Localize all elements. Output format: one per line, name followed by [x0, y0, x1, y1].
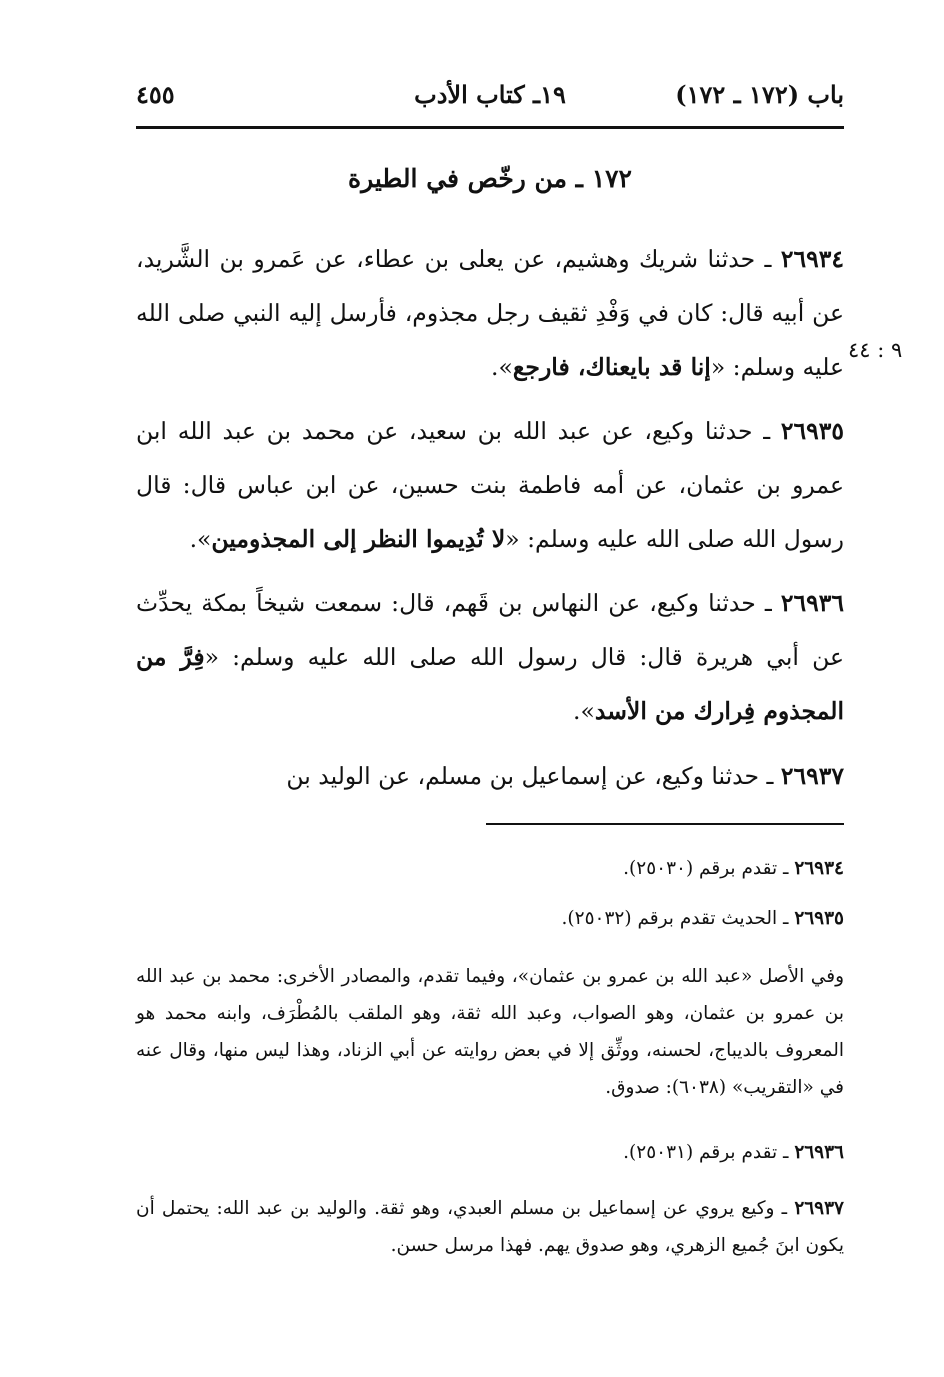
- header-rule: [136, 126, 844, 129]
- footnote-text: ـ تقدم برقم (٢٥٠٣٠).: [623, 858, 795, 879]
- hadith-26935: [136, 404, 844, 566]
- hadith-quote: فِرَّ من المجذوم فِرارك من الأسد: [136, 643, 844, 725]
- footnote-26936: [136, 1134, 844, 1171]
- footnote-26934: [136, 850, 844, 887]
- hadith-text: ـ حدثنا وكيع، عن النهاس بن قَهم، قال: سمعت شيخاً بمكة يحدِّث عن أبي هريرة قال: قال رسول الله صلى الله عليه وسلم: «: [136, 589, 844, 671]
- hadith-number: ٢٦٩٣٦: [780, 589, 844, 617]
- footnote-number: ٢٦٩٣٥: [794, 908, 844, 929]
- page-header: [136, 80, 844, 120]
- header-chapter-range: باب (١٧٢ ـ ١٧٢): [675, 80, 844, 109]
- hadith-number: ٢٦٩٣٥: [780, 417, 844, 445]
- chapter-title: ١٧٢ ـ من رخّص في الطيرة: [347, 164, 632, 193]
- header-book-title: ١٩ـ كتاب الأدب: [414, 80, 566, 109]
- footnote-number: ٢٦٩٣٦: [794, 1142, 844, 1163]
- hadith-text: ـ حدثنا شريك وهشيم، عن يعلى بن عطاء، عن عَمرو بن الشَّريد، عن أبيه قال: كان في وَفْدِ ثقيف رجل مجذوم، فأرسل إليه النبي صلى الله عليه وسلم: «: [136, 245, 844, 381]
- hadith-text: ـ حدثنا وكيع، عن عبد الله بن سعيد، عن محمد بن عبد الله ابن عمرو بن عثمان، عن أمه فاطمة بنت حسين، عن ابن عباس قال: قال رسول الله صلى الله عليه وسلم: «: [136, 417, 844, 553]
- page-number: ٤٥٥: [136, 80, 175, 109]
- hadith-quote: إنا قد بايعناك، فارجع: [512, 353, 711, 381]
- footnote-text: ـ الحديث تقدم برقم (٢٥٠٣٢).: [561, 908, 795, 929]
- hadith-end: ».: [491, 353, 513, 381]
- margin-reference: ٩ : ٤٤: [848, 338, 903, 362]
- footnote-26935: [136, 900, 844, 937]
- hadith-26937: [136, 749, 844, 803]
- footnote-text: ـ تقدم برقم (٢٥٠٣١).: [623, 1142, 795, 1163]
- hadith-text: ـ حدثنا وكيع، عن إسماعيل بن مسلم، عن الوليد بن: [286, 762, 781, 790]
- hadith-end: ».: [189, 525, 212, 553]
- footnote-number: ٢٦٩٣٤: [794, 858, 844, 879]
- hadith-26936: [136, 576, 844, 738]
- hadith-number: ٢٦٩٣٧: [780, 762, 844, 790]
- footnote-text: وفي الأصل «عبد الله بن عمرو بن عثمان»، وفيما تقدم، والمصادر الأخرى: محمد بن عبد الله بن عمرو بن عثمان، وهو الصواب، وعبد الله ثقة، وهو الملقب بالمُطْرَف، وابنه محمد هو المعروف بالديباج، لحسنه، ووثِّق إلا في بعض روايته عن أبي الزناد، وهذا ليس منها، وقال عنه في «التقريب» (٦٠٣٨): صدوق.: [136, 966, 844, 1098]
- footnote-26937: [136, 1190, 844, 1264]
- footnote-26935-extra: [136, 958, 844, 1106]
- hadith-quote: لا تُدِيموا النظر إلى المجذومين: [211, 525, 506, 553]
- footnote-number: ٢٦٩٣٧: [794, 1198, 844, 1219]
- footnote-rule: [486, 823, 844, 825]
- footnote-text: ـ وكيع يروي عن إسماعيل بن مسلم العبدي، وهو ثقة. والوليد بن عبد الله: يحتمل أن يكون ابنَ جُميع الزهري، وهو صدوق يهم. فهذا مرسل حسن.: [136, 1198, 844, 1256]
- hadith-end: ».: [573, 697, 595, 725]
- hadith-number: ٢٦٩٣٤: [780, 245, 844, 273]
- hadith-26934: [136, 232, 844, 394]
